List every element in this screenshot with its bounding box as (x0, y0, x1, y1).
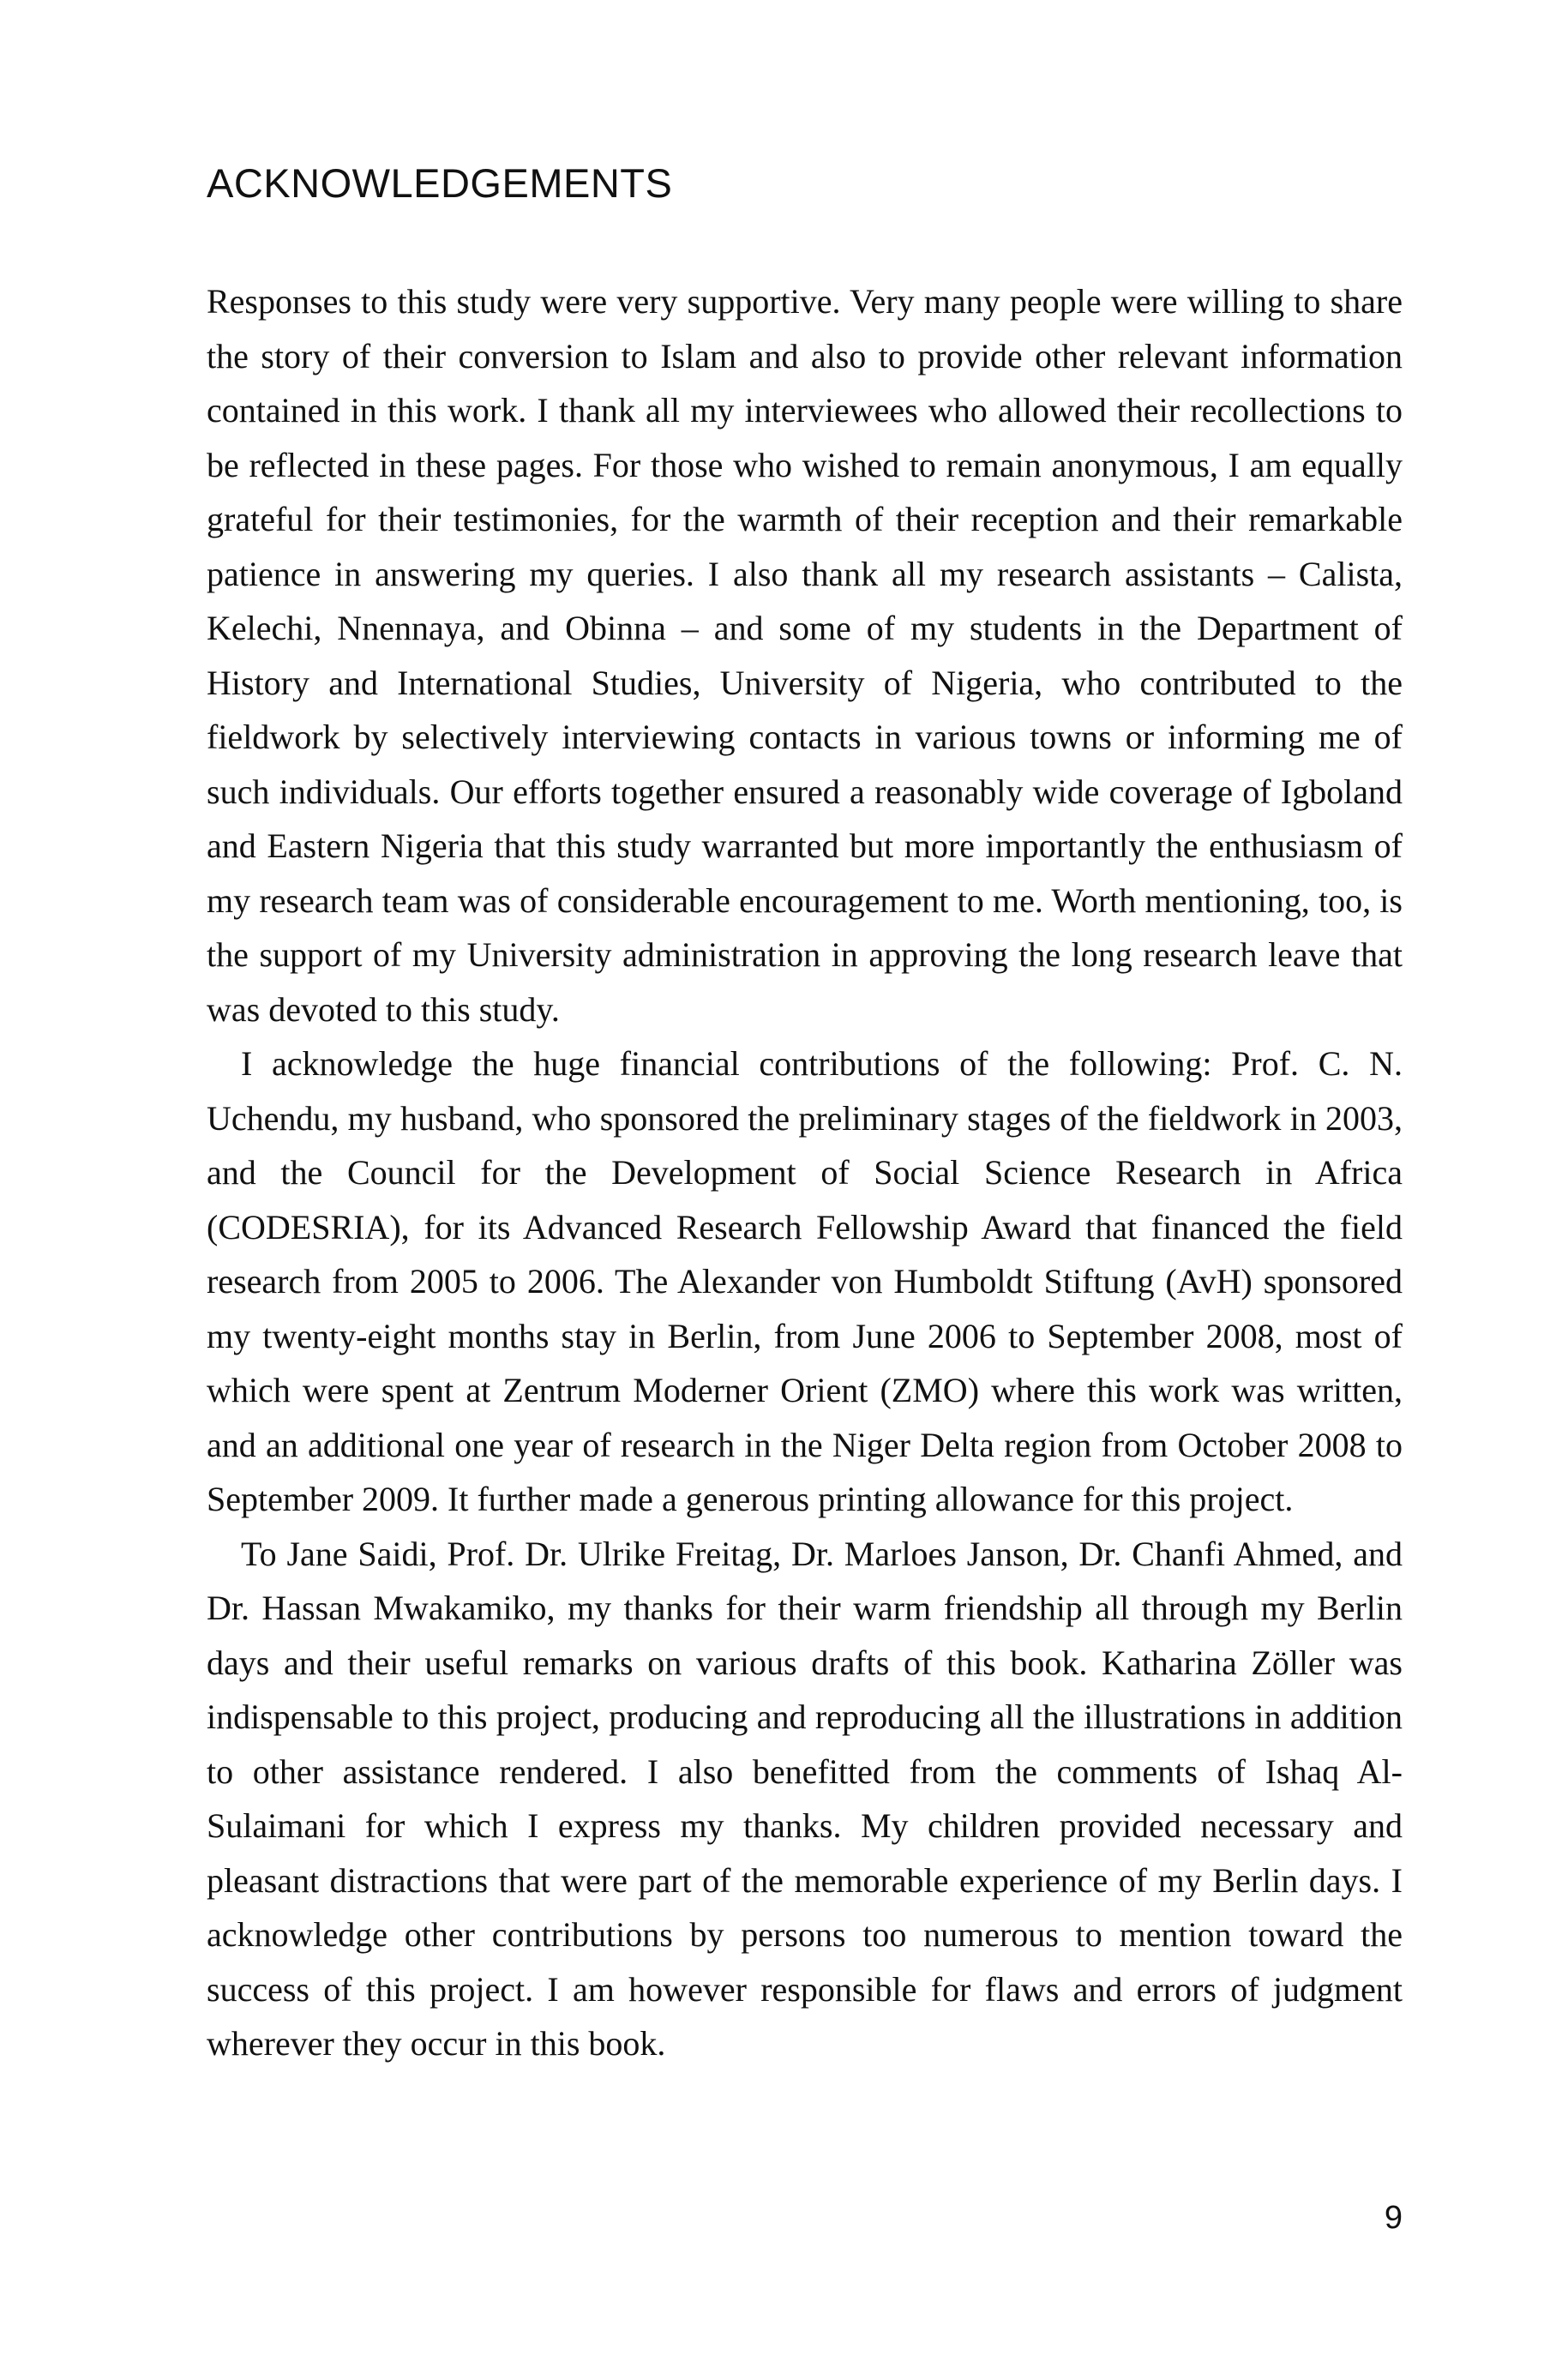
paragraph-1: Responses to this study were very supportive. Very many people were willing to share the story of their conversion to Islam and also to provide other relevant information contained in this work. I thank all my interviewees who allowed their recollections to be reflected in these pages. For those who wished to remain anonymous, I am equally grateful for their testimonies, for the warmth of their reception and their remarkable patience in answering my queries. I also thank all my research assistants – Calista, Kelechi, Nnennaya, and Obinna – and some of my students in the Department of History and International Studies, University of Nigeria, who contributed to the fieldwork by selectively interviewing contacts in various towns or informing me of such individuals. Our efforts together ensured a reasonably wide coverage of Igboland and Eastern Nigeria that this study warranted but more importantly the enthusiasm of my research team was of considerable encouragement to me. Worth mentioning, too, is the support of my University administration in approving the long research leave that was devoted to this study. (207, 282, 1403, 1029)
page-number: 9 (1384, 2200, 1403, 2236)
page-title: ACKNOWLEDGEMENTS (207, 160, 673, 206)
acknowledgements-body (207, 274, 1403, 2071)
paragraph-3: To Jane Saidi, Prof. Dr. Ulrike Freitag, Dr. Marloes Janson, Dr. Chanfi Ahmed, and Dr. Hassan Mwakamiko, my thanks for their warm friendship all through my Berlin days and their useful remarks on various drafts of this book. Katharina Zöller was indispensable to this project, producing and reproducing all the illustrations in addition to other assistance rendered. I also benefitted from the comments of Ishaq Al-Sulaimani for which I express my thanks. My children provided necessary and pleasant distractions that were part of the memorable experience of my Berlin days. I acknowledge other contributions by persons too numerous to mention toward the success of this project. I am however responsible for flaws and errors of judgment wherever they occur in this book. (207, 1534, 1403, 2063)
paragraph-2: I acknowledge the huge financial contributions of the following: Prof. C. N. Uchendu, my husband, who sponsored the preliminary stages of the fieldwork in 2003, and the Council for the Development of Social Science Research in Africa (CODESRIA), for its Advanced Research Fellowship Award that financed the field research from 2005 to 2006. The Alexander von Humboldt Stiftung (AvH) sponsored my twenty-eight months stay in Berlin, from June 2006 to September 2008, most of which were spent at Zentrum Moderner Orient (ZMO) where this work was written, and an additional one year of research in the Niger Delta region from October 2008 to September 2009. It further made a generous printing allowance for this project. (207, 1044, 1403, 1518)
